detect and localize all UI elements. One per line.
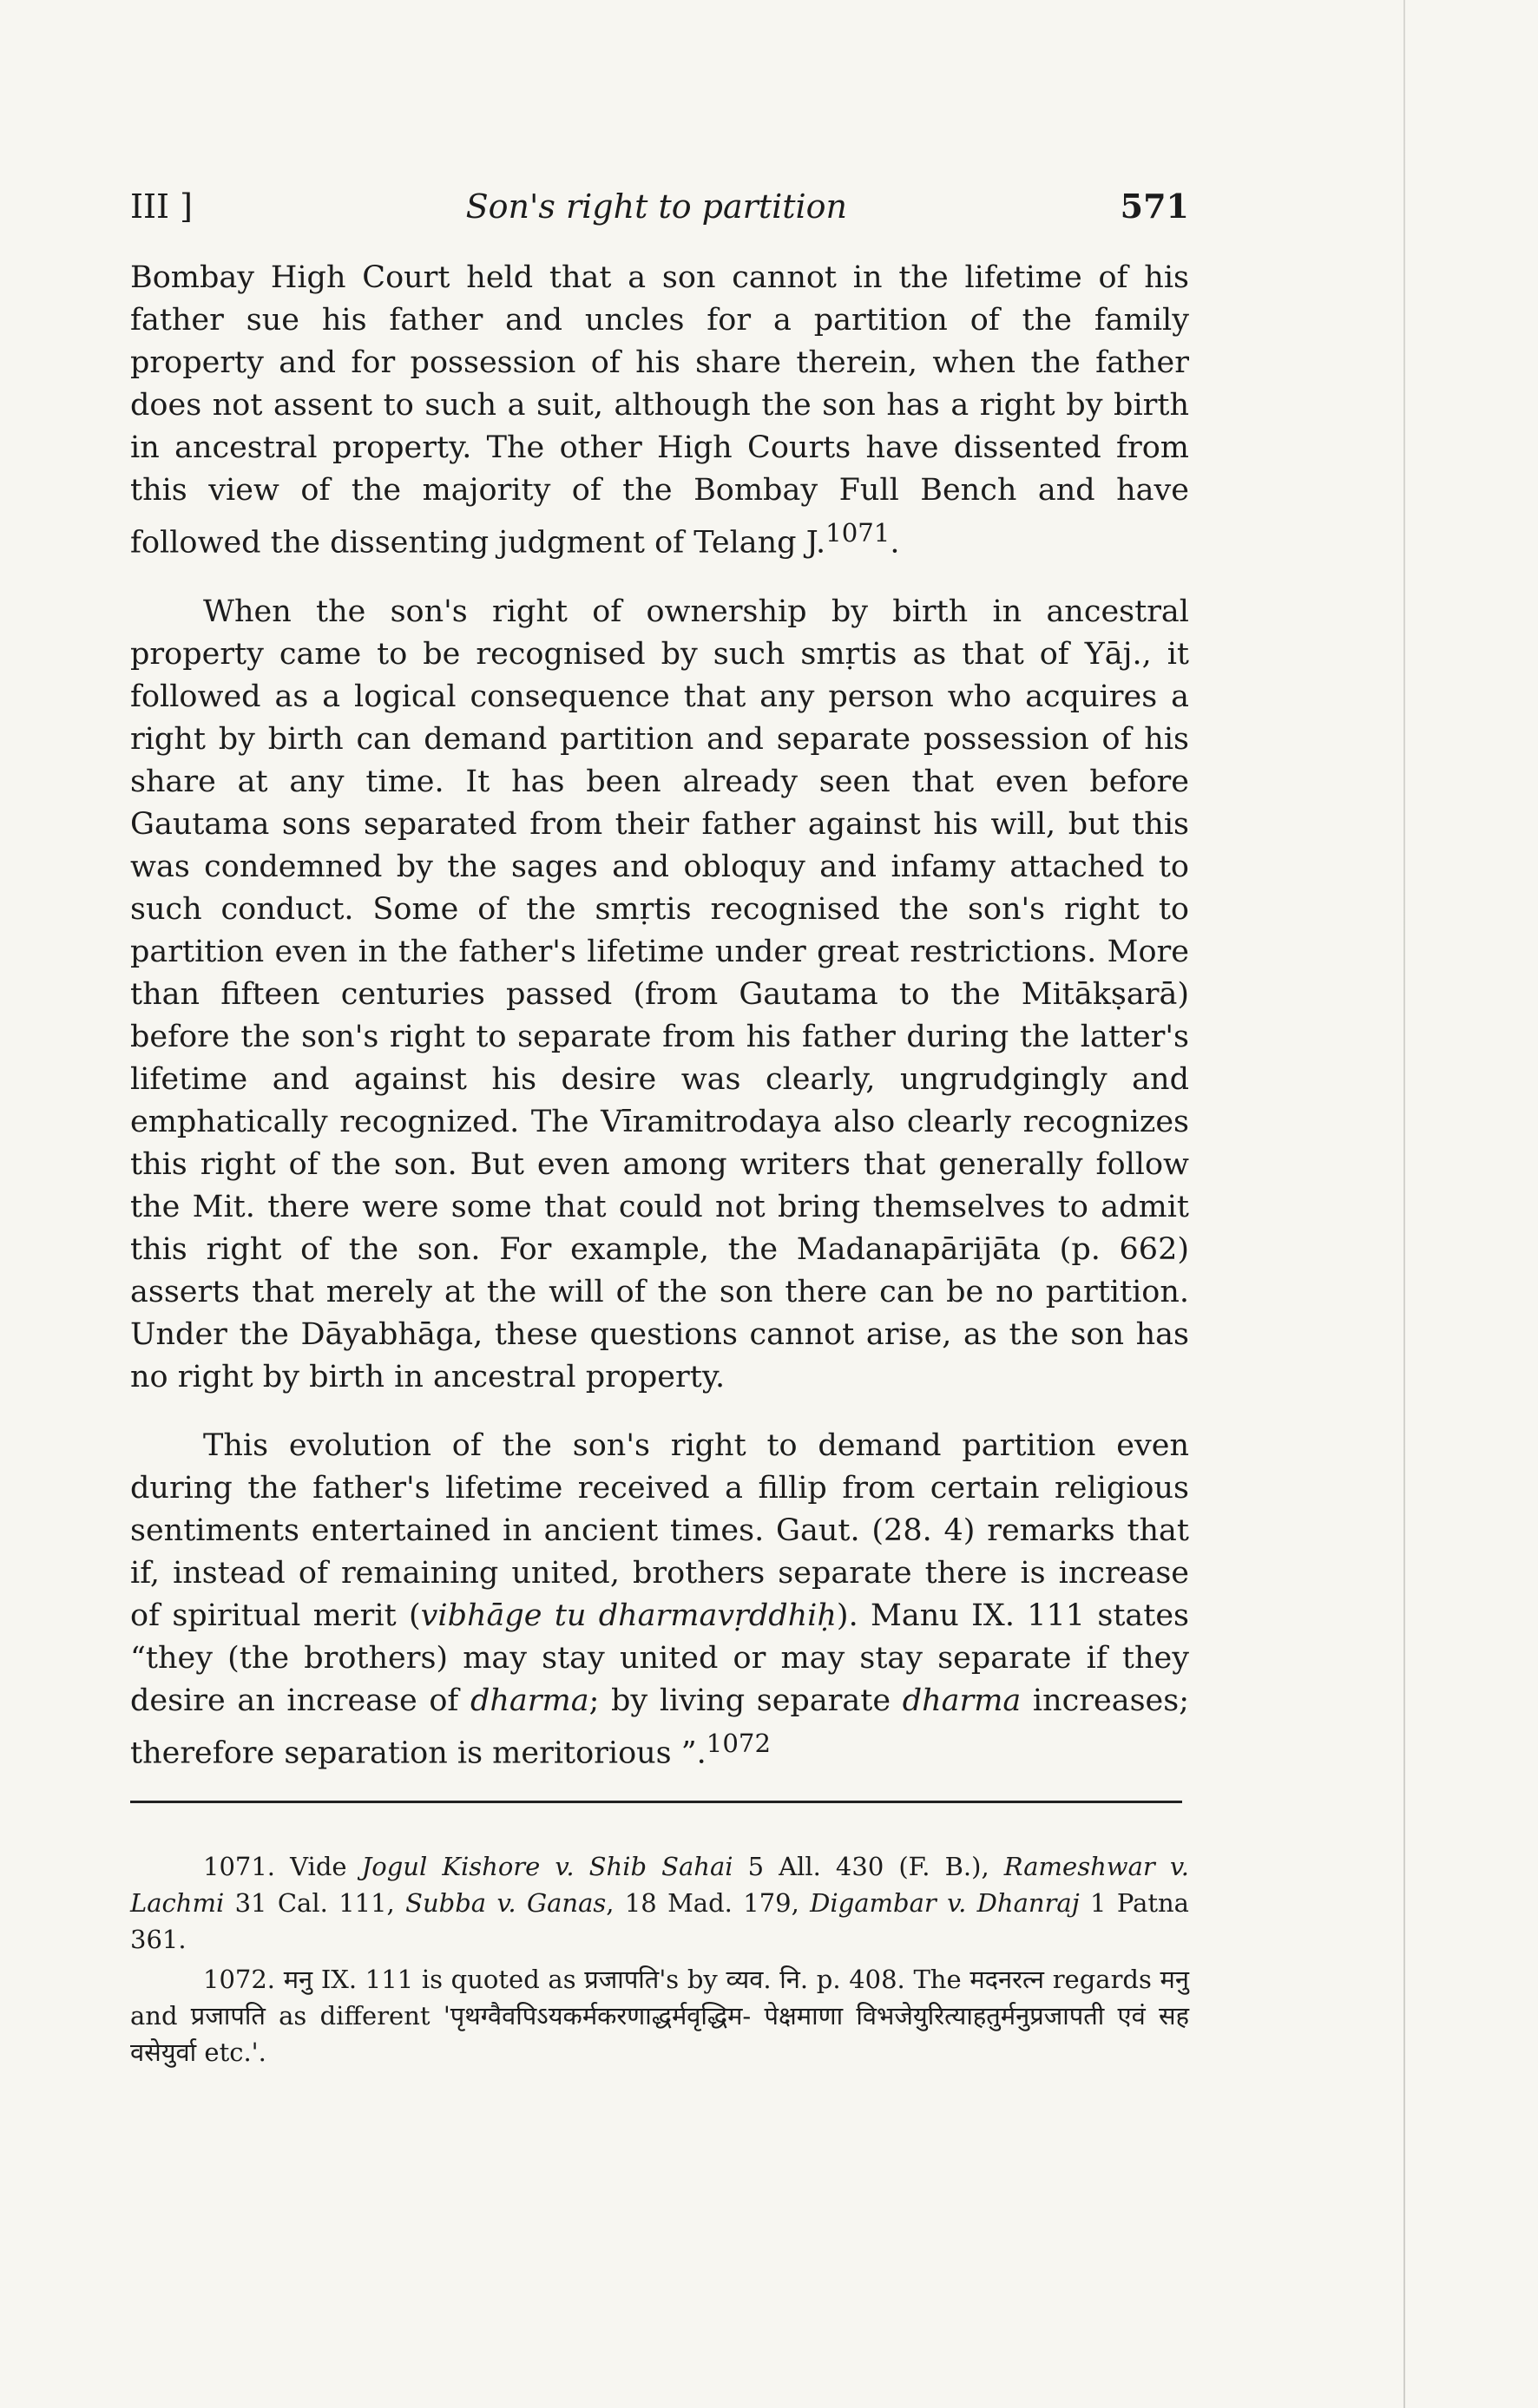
paragraph-2: When the son's right of ownership by birth in ancestral property came to be recognised by such smṛtis as that of Yāj., it followed as a logical consequence that any person who acquires a right by birth can demand partition and separate possession of his share at any time. It has been already seen that even before Gautama sons separated from their father against his will, but this was condemned by the sages and obloquy and infamy attached to such conduct. Some of the smṛtis recognised the son's right to partition even in the father's lifetime under great restrictions. More than fifteen centuries passed (from Gautama to the Mitākṣarā) before the son's right to separate from his father during the latter's lifetime and against his desire was clearly, ungrudgingly and emphatically recognized. The Vīramitrodaya also clearly recognizes this right of the son. But even among writers that generally follow the Mit. there were some that could not bring themselves to admit this right of the son. For example, the Madanapārijāta (p. 662) asserts that merely at the will of the son there can be no partition. Under the Dāyabhāga, these questions cannot arise, as the son has no right by birth in ancestral property. (130, 594, 1189, 1394)
footnote-rule (130, 1801, 1182, 1803)
section-marker: III ] (130, 187, 193, 226)
footnote-1072: 1072. मनु IX. 111 is quoted as प्रजापति's by व्यव. नि. p. 408. The मदनरत्न regards मनु and प्रजापति as different 'पृथग्वैवपिऽयकर्मकरणाद्धर्मवृद्धिम- पेक्षमाणा विभजेयुरित्याहतुर्मनुप्रजापती एवं सह वसेयुर्वा etc.'. (130, 1965, 1189, 2068)
book-page (130, 187, 1189, 2074)
paragraph-1: Bombay High Court held that a son cannot in the lifetime of his father sue his father and uncles for a partition of the family property and for possession of his share therein, when the father does not assent to such a suit, although the son has a right by birth in ancestral property. The other High Courts have dissented from this view of the majority of the Bombay Full Bench and have followed the dissenting judgment of Telang J.$^{1071}$. (130, 260, 1189, 561)
paragraph-3: This evolution of the son's right to demand partition even during the father's lifetime received a fillip from certain religious sentiments entertained in ancient times. Gaut. (28. 4) remarks that if, instead of remaining united, brothers separate there is increase of spiritual merit (vibhāge tu dharmavṛddhiḥ). Manu IX. 111 states “they (the brothers) may stay united or may stay separate if they desire an increase of dharma; by living separate dharma increases; therefore separation is meritorious ”.$^{1072}$ (130, 1427, 1189, 1771)
running-title: Son's right to partition (465, 187, 848, 226)
note-ref-1072[interactable]: 1072 (706, 1728, 771, 1758)
footnote-1071: 1071. Vide Jogul Kishore v. Shib Sahai 5 All. 430 (F. B.), Rameshwar v. Lachmi 31 Cal. 111, Subba v. Ganas, 18 Mad. 179, Digambar v. Dhanraj 1 Patna 361. (130, 1852, 1189, 1955)
page-number: 571 (1120, 187, 1189, 226)
running-header (130, 187, 1189, 226)
scan-edge-line (1403, 0, 1405, 2408)
note-ref-1071[interactable]: 1071 (825, 518, 891, 548)
